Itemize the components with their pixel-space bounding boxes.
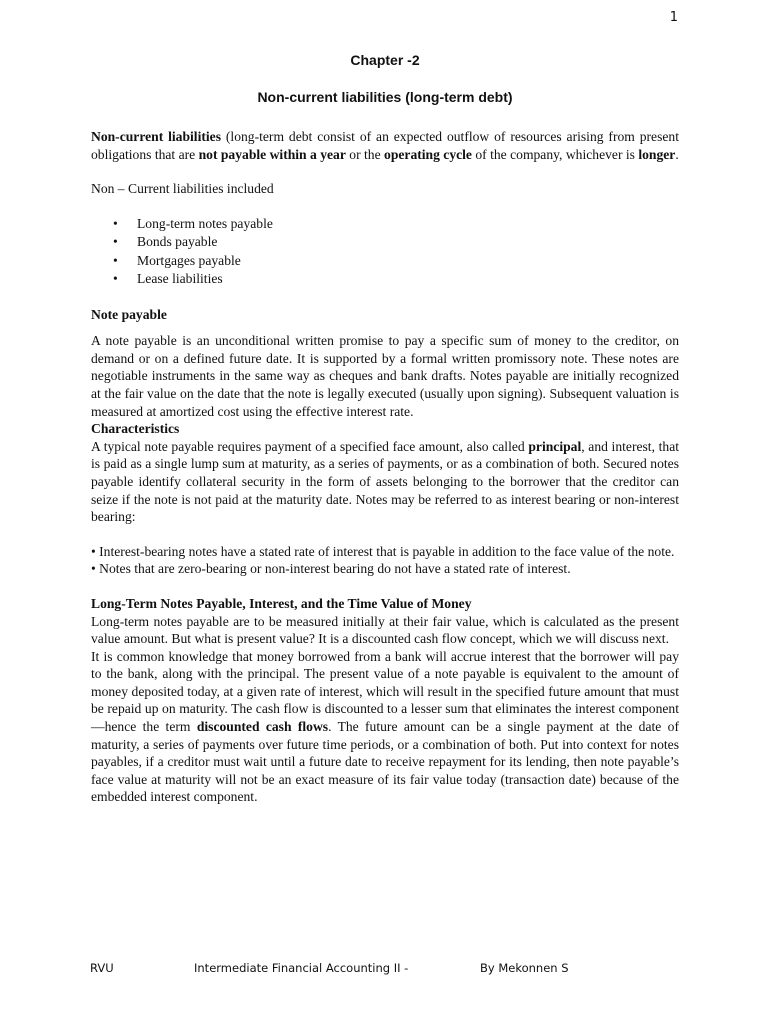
interest-bearing-bullet: • Interest-bearing notes have a stated rate of interest that is payable in addition to the face value of the note. xyxy=(91,543,675,559)
intro-text-2: or the xyxy=(345,146,385,162)
intro-text-3: of the company, whichever is xyxy=(471,146,639,162)
included-list xyxy=(91,215,679,289)
chapter-subtitle: Non-current liabilities (long-term debt) xyxy=(257,88,513,105)
note-payable-heading: Note payable xyxy=(91,306,167,322)
principal-term: principal xyxy=(528,438,582,454)
list-item: • Lease liabilities xyxy=(137,270,679,288)
intro-paragraph xyxy=(91,128,679,163)
list-item: • Long-term notes payable xyxy=(137,215,679,233)
discounted-cash-flows-term: discounted cash flows xyxy=(196,719,329,735)
intro-text-1: (long-term debt consist of an expected outflow of resources arising from present obligations that are xyxy=(91,129,679,162)
long-term-paragraph-2 xyxy=(91,648,679,806)
characteristics-paragraph xyxy=(91,438,679,526)
characteristics-heading: Characteristics xyxy=(91,421,180,437)
page-number: 1 xyxy=(669,10,678,25)
footer-center: Intermediate Financial Accounting II - xyxy=(194,961,409,975)
footer-left: RVU xyxy=(90,961,114,975)
non-interest-bearing-bullet: • Notes that are zero-bearing or non-interest bearing do not have a stated rate of interest. xyxy=(91,561,571,577)
document-body xyxy=(91,52,679,806)
long-term-heading: Long-Term Notes Payable, Interest, and the Time Value of Money xyxy=(91,595,472,611)
long-term-paragraph-1: Long-term notes payable are to be measured initially at their fair value, which is calculated as the present value amount. But what is present value? It is a discounted cash flow concept, which we will discuss next. xyxy=(91,613,679,647)
characteristics-text-2: , and interest, that is paid as a single lump sum at maturity, as a series of payments, or as a combination of both. Secured notes payable identify collateral security in the form of assets belonging to the borrower that the creditor can seize if the note is not paid at the maturity date. Notes may be referred to as interest bearing or non-interest bearing: xyxy=(91,438,680,525)
characteristics-text-1: A typical note payable requires payment of a specified face amount, also called xyxy=(91,438,529,454)
intro-emph-2: operating cycle xyxy=(384,146,472,162)
intro-term: Non-current liabilities xyxy=(91,129,221,145)
intro-emph-3: longer xyxy=(638,146,676,162)
list-item: • Mortgages payable xyxy=(137,252,679,270)
list-item: • Bonds payable xyxy=(137,233,679,251)
chapter-title: Chapter -2 xyxy=(350,52,420,68)
note-payable-paragraph: A note payable is an unconditional written promise to pay a specific sum of money to the creditor, on demand or on a defined future date. It is supported by a formal written promissory note. These notes are negotiable instruments in the same way as cheques and bank drafts. Notes payable are initially recognized at the fair value on the date that the note is legally executed (usually upon signing). Subsequent valuation is measured at amortized cost using the effective interest rate. xyxy=(91,333,679,419)
included-heading: Non – Current liabilities included xyxy=(91,181,274,197)
footer-right: By Mekonnen S xyxy=(480,961,569,975)
intro-text-4: . xyxy=(675,146,679,162)
long-term-text-1: It is common knowledge that money borrowed from a bank will accrue interest that the borrower will pay to the bank, along with the principal. The present value of a note payable is equivalent to the amount of money deposited today, at a given rate of interest, which will result in the specified future amount that must be repaid up on maturity. The cash flow is discounted to a lesser sum that eliminates the interest component—hence the term xyxy=(91,648,679,735)
long-term-text-2: . The future amount can be a single payment at the date of maturity, a series of payments over future time periods, or a combination of both. Put into context for notes payables, if a creditor must wait until a future date to receive repayment for its lending, then note payable’s face value at maturity will not be an exact measure of its fair value today (transaction date) because of the embedded interest component. xyxy=(91,719,679,805)
intro-emph-1: not payable within a year xyxy=(198,146,346,162)
